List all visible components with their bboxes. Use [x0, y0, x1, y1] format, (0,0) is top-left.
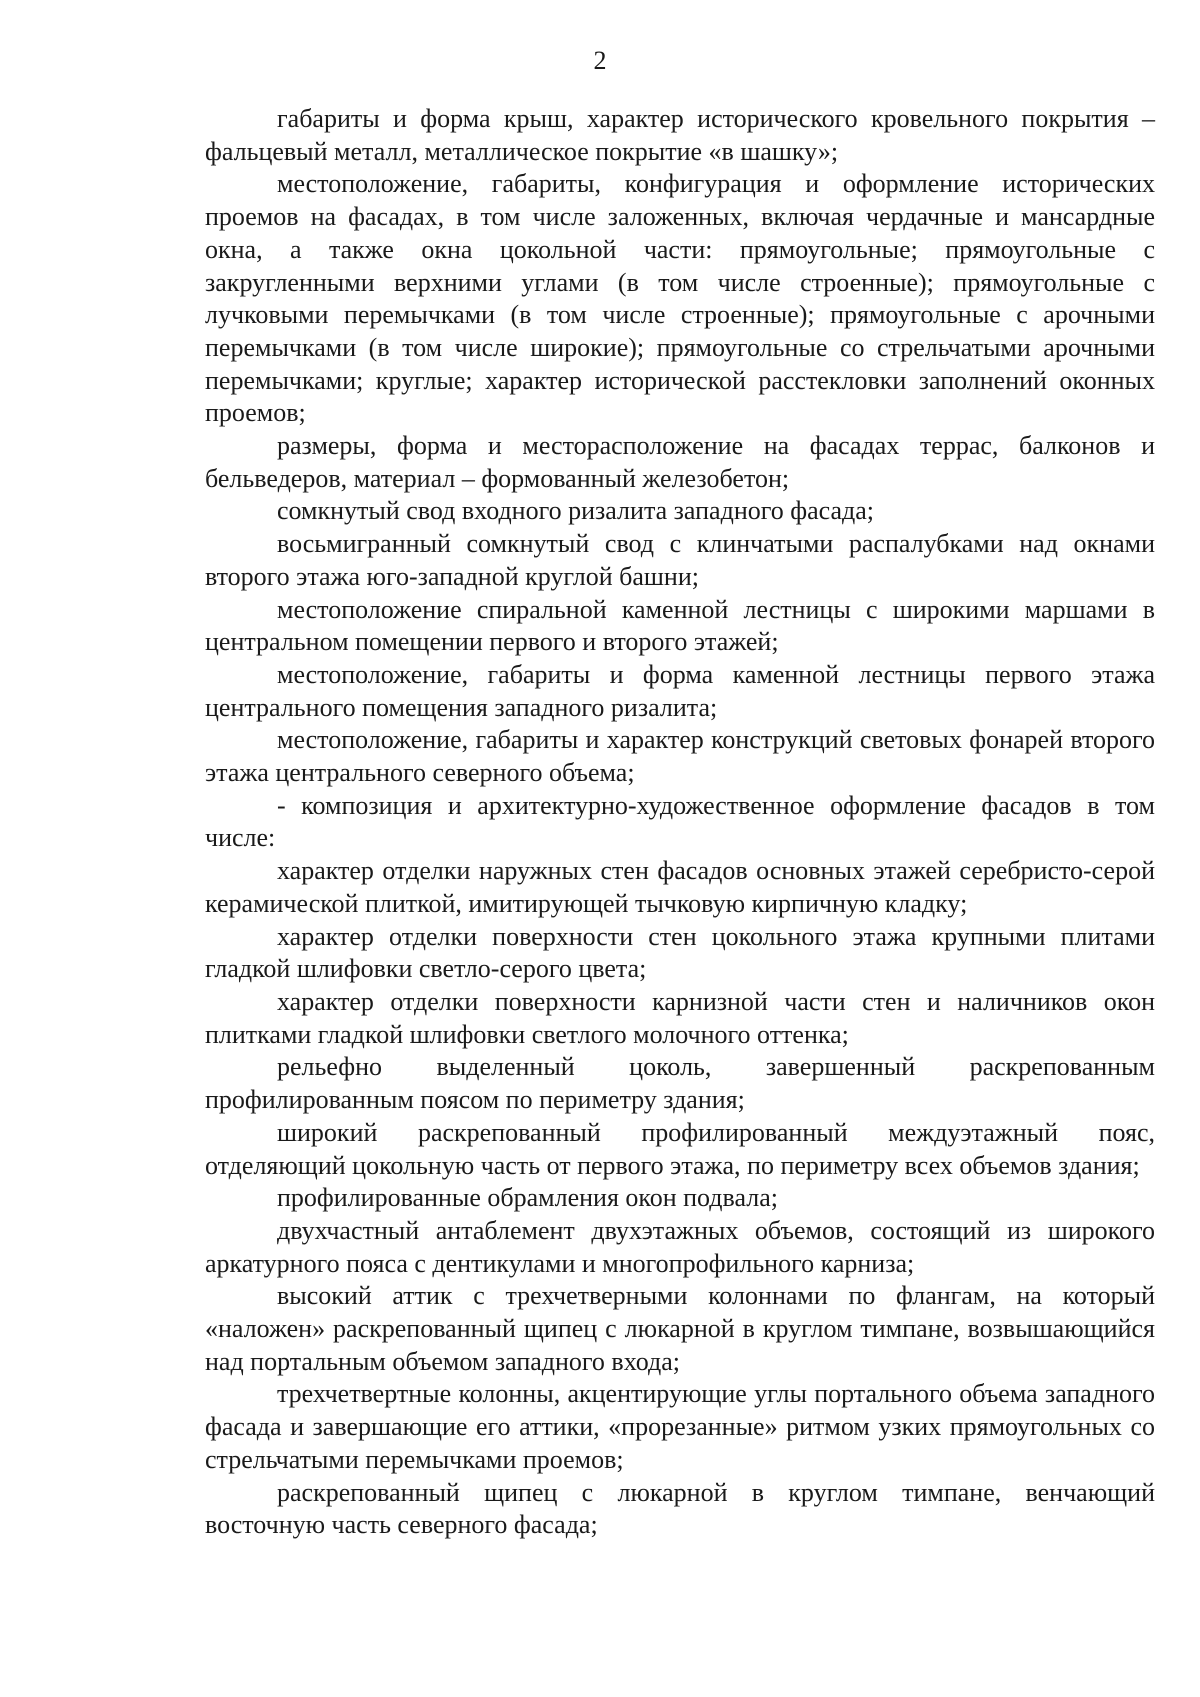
paragraph-cornice-finish: характер отделки поверхности карнизной части стен и наличников окон плитками гладкой шлифовки светлого молочного оттенка; [205, 986, 1155, 1049]
paragraph-plinth-finish: характер отделки поверхности стен цокольного этажа крупными плитами гладкой шлифовки светло-серого цвета; [205, 921, 1155, 984]
paragraph-attic: высокий аттик с трехчетверными колоннами по флангам, на который «наложен» раскрепованный щипец с люкарной в круглом тимпане, возвышающийся над портальным объемом западного входа; [205, 1281, 1155, 1376]
paragraph-skylights: местоположение, габариты и характер конструкций световых фонарей второго этажа центрального северного объема; [205, 725, 1155, 788]
paragraph-gable: раскрепованный щипец с люкарной в круглом тимпане, венчающий восточную часть северного фасада; [205, 1477, 1155, 1540]
paragraph-entablature: двухчастный антаблемент двухэтажных объемов, состоящий из широкого аркатурного пояса с дентикулами и многопрофильного карниза; [205, 1215, 1155, 1278]
paragraph-wall-finish: характер отделки наружных стен фасадов основных этажей серебристо-серой керамической плиткой, имитирующей тычковую кирпичную кладку; [205, 856, 1155, 918]
paragraph-roof: габариты и форма крыш, характер исторического кровельного покрытия – фальцевый металл, металлическое покрытие «в шашку»; [205, 104, 1155, 166]
paragraph-octagonal-vault: восьмигранный сомкнутый свод с клинчатыми распалубками над окнами второго этажа юго-западной круглой башни; [205, 529, 1155, 591]
page-number: 2 [593, 46, 607, 75]
paragraph-relief-plinth: рельефно выделенный цоколь, завершенный раскрепованным профилированным поясом по периметру здания; [205, 1052, 1155, 1115]
paragraph-terraces: размеры, форма и месторасположение на фасадах террас, балконов и бельведеров, материал – формованный железобетон; [205, 431, 1155, 493]
paragraph-openings: местоположение, габариты, конфигурация и оформление исторических проемов на фасадах, в том числе заложенных, включая чердачные и мансардные окна, а также окна цокольной части: прямоугольные; прямоугольные с закругленными верхними углами (в том числе строенные); прямоугольные с лучковыми перемычками (в том числе строенные); прямоугольные с арочными перемычками (в том числе широкие); прямоугольные со стрельчатыми арочными перемычками; круглые; характер исторической расстекловки заполнений оконных проемов; [205, 169, 1155, 428]
paragraph-belt: широкий раскрепованный профилированный междуэтажный пояс, отделяющий цокольную часть от первого этажа, по периметру всех объемов здания; [205, 1117, 1155, 1180]
document-body [205, 103, 1155, 1542]
paragraph-vault: сомкнутый свод входного ризалита западного фасада; [277, 496, 875, 526]
paragraph-columns: трехчетвертные колонны, акцентирующие углы портального объема западного фасада и завершающие его аттики, «прорезанные» ритмом узких прямоугольных со стрельчатыми перемычками проемов; [205, 1379, 1155, 1474]
paragraph-basement-frames: профилированные обрамления окон подвала; [277, 1183, 778, 1213]
paragraph-composition: - композиция и архитектурно-художественное оформление фасадов в том числе: [205, 790, 1155, 853]
paragraph-spiral-stair: местоположение спиральной каменной лестницы с широкими маршами в центральном помещении первого и второго этажей; [205, 594, 1155, 657]
paragraph-stone-stair: местоположение, габариты и форма каменной лестницы первого этажа центрального помещения западного ризалита; [205, 659, 1155, 722]
